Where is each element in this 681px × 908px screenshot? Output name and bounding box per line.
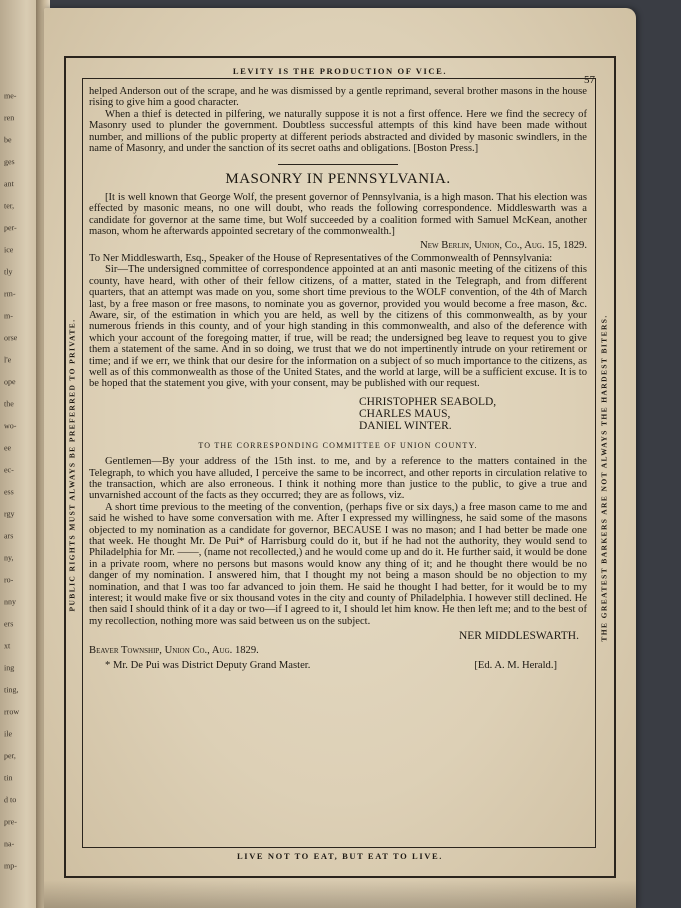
- facing-page-text-fragment: l'e: [4, 355, 12, 365]
- book-page: [44, 8, 636, 908]
- letter-address: To Ner Middleswarth, Esq., Speaker of the House of Representatives of the Commonwealth of Pennsylvania:: [89, 252, 553, 264]
- facing-page-text-fragment: xt: [4, 641, 11, 651]
- footnote-text: * Mr. De Pui was District Deputy Grand Master.: [105, 660, 311, 672]
- reply-heading: TO THE CORRESPONDING COMMITTEE OF UNION COUNTY.: [198, 440, 478, 450]
- intro-paragraph-1: helped Anderson out of the scrape, and he was dismissed by a gentle reprimand, several brother masons in the house rising to give him a good character.: [89, 86, 587, 109]
- header-motto: LEVITY IS THE PRODUCTION OF VICE.: [232, 66, 448, 76]
- facing-page-text-fragment: ny,: [4, 553, 14, 563]
- reply-signature: NER MIDDLESWARTH.: [458, 630, 579, 643]
- reply-paragraph-1: Gentlemen—By your address of the 15th inst. to me, and by a reference to the matters contained in the Telegraph, to which you have alluded, I perceive the same to be incorrect, and other reports in circulation relative to the transaction, which are also erroneous. I think it nothing more than justice to the public, to give a true and unvarnished account of the facts as they occurred; they are as follows, viz.: [89, 456, 587, 502]
- page-shadow: [44, 880, 636, 908]
- left-margin-motto: PUBLIC RIGHTS MUST ALWAYS BE PREFERRED TO PRIVATE.: [67, 318, 77, 612]
- facing-page-text-fragment: ting,: [4, 685, 19, 695]
- facing-page-text-fragment: mp-: [4, 861, 17, 871]
- footer-motto: LIVE NOT TO EAT, BUT EAT TO LIVE.: [237, 851, 443, 861]
- facing-page-text-fragment: ant: [4, 179, 14, 189]
- article-body: [89, 86, 587, 671]
- facing-page-text-fragment: ars: [4, 531, 14, 541]
- facing-page-text-fragment: me-: [4, 91, 17, 101]
- facing-page-text-fragment: per-: [4, 223, 17, 233]
- signature-line: CHRISTOPHER SEABOLD,: [359, 395, 497, 408]
- section-divider: [278, 164, 398, 165]
- facing-page-text-fragment: tin: [4, 773, 13, 783]
- editor-note: [It is well known that George Wolf, the present governor of Pennsylvania, is a high mason. That his election was effected by masonic means, no one will doubt, who reads the following correspondence. Middleswarth was a candidate for governor at the same time, but Wolf succeeded by a coalition formed with Samuel McKean, another mason, whom he afterwards appointed secretary of the commonwealth.]: [89, 191, 587, 238]
- facing-page-text-fragment: the: [4, 399, 14, 409]
- footnote: [89, 660, 587, 671]
- facing-page-text-fragment: tly: [4, 267, 13, 277]
- facing-page-text-fragment: nny: [4, 597, 16, 607]
- facing-page-text-fragment: be: [4, 135, 12, 145]
- facing-page-text-fragment: per,: [4, 751, 16, 761]
- footnote-credit: [Ed. A. M. Herald.]: [474, 660, 557, 672]
- facing-page-text-fragment: na-: [4, 839, 15, 849]
- facing-page-text-fragment: rrow: [4, 707, 20, 717]
- facing-page-text-fragment: ope: [4, 377, 16, 387]
- facing-page-text-fragment: ing: [4, 663, 15, 673]
- letter-dateline: New Berlin, Union, Co., Aug. 15, 1829.: [420, 240, 587, 252]
- facing-page-text-fragment: ro-: [4, 575, 14, 585]
- facing-page-text-fragment: rm-: [4, 289, 16, 299]
- facing-page-text-fragment: ges: [4, 157, 15, 167]
- facing-page-text-fragment: ec-: [4, 465, 14, 475]
- intro-paragraph-2: When a thief is detected in pilfering, we naturally suppose it is not a first offence. Here we find the secrecy of Masonry used to plunder the government. Doubtless successful attempts of this kind have been made without number, and millions of the public property at different periods abstracted and divided by masonic swindlers, in the name of Masonry, and under the sanction of its secret oaths and obligations. [Boston Press.]: [89, 108, 587, 155]
- article-title: MASONRY IN PENNSYLVANIA.: [225, 171, 451, 188]
- facing-page-text-fragment: ers: [4, 619, 14, 629]
- facing-page-text-fragment: ess: [4, 487, 14, 497]
- reply-paragraph-2: A short time previous to the meeting of the convention, (perhaps five or six days,) a free mason came to me and said he wished to have some conversation with me. After I expressed my willingness, he said some of the masons objected to my nomination as a candidate for governor, BECAUSE I was no mason; and I had better be made one that week. He thought Mr. De Pui* of Harrisburg could do it, but if he had not the authority, they would send to Philadelphia for Mr. ——, (name not recollected,) and he would come up and do it. He further said, it would be done in a private room, where no persons but masons would know any thing of it; and he thought there would be no danger of my nomination. I answered him, that I thought my not being a mason should be no objection to my nomination, and that I was too far advanced to join them. He said he thought I had better, for it would be to my interest; it would make five or six thousand votes in the city and county of Philadelphia. I however still declined. He then said I should think of it a day or two—if I agreed to it, I should let him know. He then left me; and to the best of my recollection, nothing more was said between us on the subject.: [89, 501, 587, 627]
- reply-place-date: Beaver Township, Union Co., Aug. 1829.: [89, 644, 259, 656]
- facing-page-text-fragment: rgy: [4, 509, 15, 519]
- facing-page-text-fragment: m-: [4, 311, 13, 321]
- facing-page-text-fragment: ren: [4, 113, 15, 123]
- facing-page-text-fragment: ee: [4, 443, 12, 453]
- facing-page-text-fragment: ter,: [4, 201, 15, 211]
- facing-page-text-fragment: orse: [4, 333, 18, 343]
- page-number: 57: [584, 74, 595, 86]
- signature-line: DANIEL WINTER.: [359, 419, 452, 432]
- facing-page-text-fragment: ice: [4, 245, 14, 255]
- committee-signatures: [359, 396, 587, 432]
- facing-page-text-fragment: ile: [4, 729, 12, 739]
- facing-page-text-fragment: d to: [4, 795, 17, 805]
- facing-page-text-fragment: wo-: [4, 421, 17, 431]
- right-margin-motto: THE GREATEST BARKERS ARE NOT ALWAYS THE HARDEST BITERS.: [599, 314, 609, 642]
- letter-body: Sir—The undersigned committee of correspondence appointed at an anti masonic meeting of the citizens of this county, have heard, with other of their fellow citizens, of a matter, stated in the Telegraph, and from different quarters, that an attempt was made on you, some short time previous to the WOLF convention, of the 4th of March last, by a free mason or free masons, to nominate you as governor, provided you would become a free mason, &c. Aware, sir, of the estimation in which you are held, as well by the citizens of this commonwealth, as by your numerous friends in this county, and of your high standing in this commonwealth, and also of the deference with which your account of the foregoing matter, if true, will be read; the undersigned beg leave to request you to give them a statement of the same. And in so doing, we trust that we do not impertinently intrude on your retirement or time; and if we err, we think that our desire for the information on a subject of so much importance to the citizens, as well as of this commonwealth as those of the United States, and the world at large, will be a sufficient excuse. It is to be hoped that the statement you give, with your consent, may be published with our request.: [89, 264, 587, 390]
- facing-page-text-fragment: pre-: [4, 817, 17, 827]
- signature-line: CHARLES MAUS,: [359, 407, 451, 420]
